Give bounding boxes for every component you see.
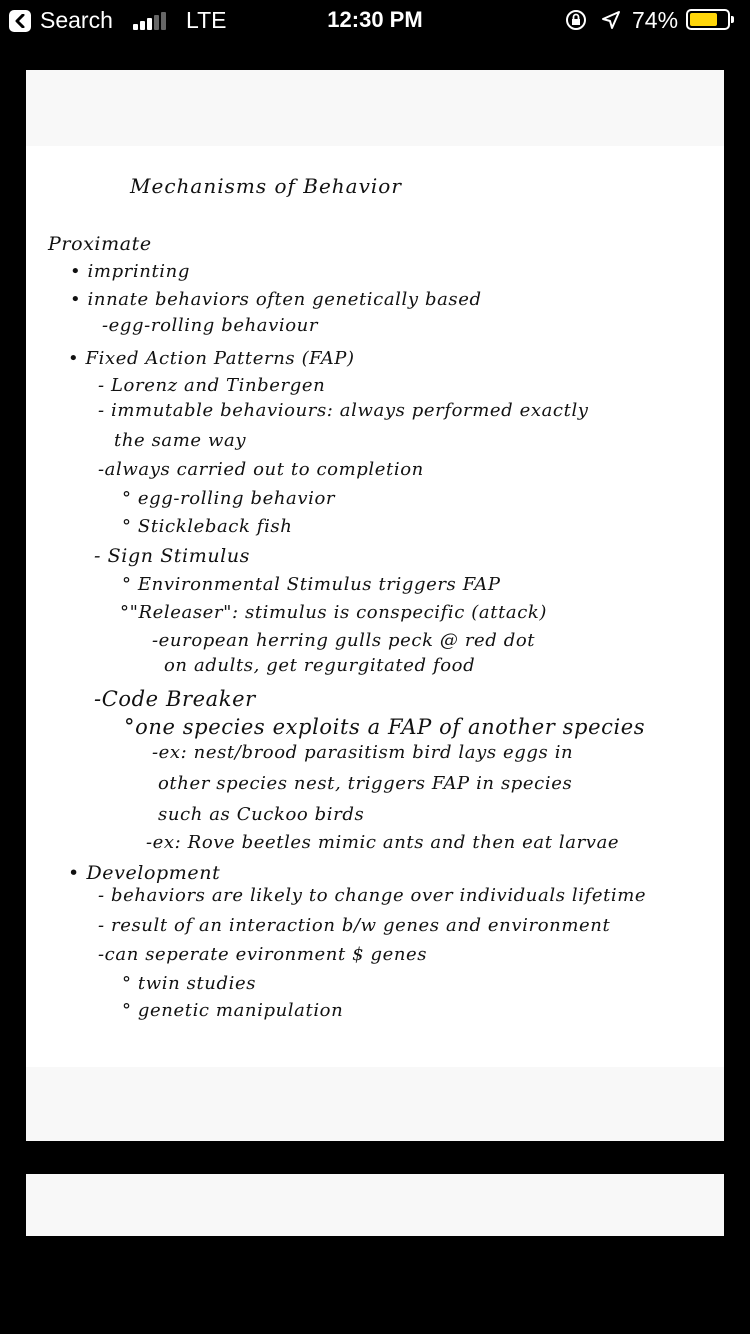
- note-line: - immutable behaviours: always performed exactly: [98, 400, 589, 421]
- note-line: °"Releaser": stimulus is conspecific (attack): [120, 602, 548, 623]
- note-line: -egg-rolling behaviour: [102, 315, 319, 336]
- battery-percent: 74%: [632, 7, 679, 33]
- status-bar: [0, 0, 750, 42]
- note-line: other species nest, triggers FAP in species: [158, 773, 573, 794]
- heading-proximate: Proximate: [48, 233, 152, 255]
- note-line: • Fixed Action Patterns (FAP): [68, 348, 355, 369]
- page-top-margin: [26, 70, 724, 146]
- note-line: -can seperate evironment $ genes: [98, 944, 428, 965]
- note-line: - Lorenz and Tinbergen: [98, 375, 326, 396]
- note-line: • Development: [68, 862, 221, 884]
- note-line: ° Environmental Stimulus triggers FAP: [122, 574, 501, 595]
- note-line: -Code Breaker: [94, 687, 256, 711]
- note-line: -ex: nest/brood parasitism bird lays eggs in: [152, 742, 574, 763]
- location-arrow-icon: [600, 9, 622, 31]
- note-line: - result of an interaction b/w genes and environment: [98, 915, 611, 936]
- back-to-search-link[interactable]: Search: [40, 7, 113, 33]
- note-line: • imprinting: [70, 261, 190, 282]
- rotation-lock-icon: [564, 8, 588, 32]
- page-bottom-margin: [26, 1067, 724, 1141]
- notes-page[interactable]: [26, 70, 724, 1141]
- next-page-preview[interactable]: [26, 1174, 724, 1236]
- note-line: ° Stickleback fish: [122, 516, 293, 537]
- carrier-label: LTE: [186, 7, 227, 33]
- note-line: ° egg-rolling behavior: [122, 488, 336, 509]
- note-line: ° twin studies: [122, 973, 257, 994]
- note-line: on adults, get regurgitated food: [164, 655, 476, 676]
- note-line: -always carried out to completion: [98, 459, 424, 480]
- note-line: - behaviors are likely to change over individuals lifetime: [98, 885, 647, 906]
- note-line: the same way: [114, 430, 247, 451]
- note-line: ° genetic manipulation: [122, 1000, 344, 1021]
- battery-icon: [686, 9, 730, 30]
- battery-fill: [690, 13, 717, 26]
- note-line: -ex: Rove beetles mimic ants and then eat larvae: [146, 832, 620, 853]
- note-line: -european herring gulls peck @ red dot: [152, 630, 536, 651]
- note-line: such as Cuckoo birds: [158, 804, 365, 825]
- note-line: °one species exploits a FAP of another species: [124, 715, 646, 739]
- note-line: - Sign Stimulus: [94, 545, 251, 567]
- note-line: • innate behaviors often genetically based: [70, 289, 482, 310]
- notes-title: Mechanisms of Behavior: [130, 174, 402, 198]
- clock: 12:30 PM: [327, 7, 423, 32]
